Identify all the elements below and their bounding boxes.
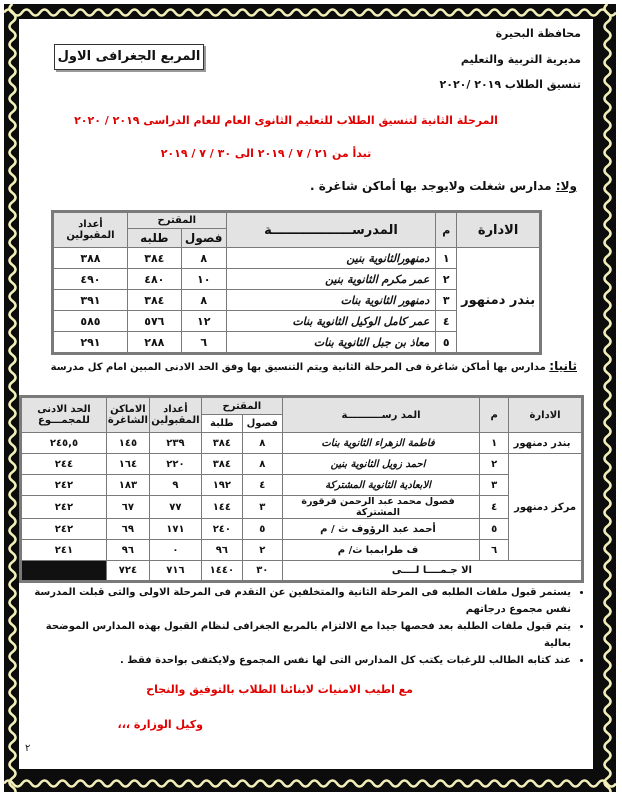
students-cell: ١٤٤ [201,496,242,519]
min-score-cell: ٢٤٥,٥ [22,433,107,454]
school-cell: فاطمة الزهراء الثانوية بنات [282,433,479,454]
full-schools-table [53,212,540,353]
table-row [54,248,540,269]
accepted-cell: ٧٧ [149,496,201,519]
table-row [22,540,582,561]
classes-cell: ٨ [242,433,282,454]
th-students: طلبه [127,229,181,248]
table-row [22,433,582,454]
vacant-cell: ٩٦ [106,540,149,561]
min-score-cell: ٢٤١ [22,540,107,561]
num-cell: ٥ [480,519,509,540]
th-min-score: الحد الادنى للمجمـــوع [22,398,107,433]
num-cell: ٣ [480,475,509,496]
accepted-cell: ٥٨٥ [54,311,128,332]
accepted-cell: ٣٨٨ [54,248,128,269]
students-cell: ٤٨٠ [127,269,181,290]
th-students: طلبة [201,415,242,433]
classes-cell: ٨ [242,454,282,475]
total-students: ١٤٤٠ [201,561,242,581]
signature: وكيل الوزارة ،،، [117,718,203,731]
th-classes: فصول [242,415,282,433]
border-wave-bottom [4,775,616,792]
accepted-cell: ٤٩٠ [54,269,128,290]
accepted-cell: ٢٩١ [54,332,128,353]
notes-list [16,584,585,669]
th-admin: الادارة [457,213,540,248]
th-proposed: المقترح [127,213,226,229]
section2-label [51,359,577,373]
students-cell: ٢٤٠ [201,519,242,540]
governorate-label: محافظة البحيرة [495,27,581,40]
section1-prefix: ولا: [555,179,577,193]
section2-prefix: ثانيا: [549,359,577,373]
th-accepted: أعداد المقبولين [149,398,201,433]
vacant-cell: ١٦٤ [106,454,149,475]
vacant-schools-table [21,397,582,581]
school-cell: الابعادية الثانوية المشتركة [282,475,479,496]
school-cell: أحمد عبد الرؤوف ث / م [282,519,479,540]
closing-wishes: مع اطيب الامنيات لابنائنا الطلاب بالتوفيق والنجاح [146,683,413,696]
vacant-cell: ١٤٥ [106,433,149,454]
th-classes: فصول [181,229,226,248]
total-row [22,561,582,581]
num-cell: ١ [480,433,509,454]
note-item: • عند كتابه الطالب للرغبات يكتب كل المدارس التى لها نفس المجموع ولايكتفى بواحدة فقط . [16,652,571,669]
th-accepted: أعداد المقبولين [54,213,128,248]
accepted-cell: ٢٣٩ [149,433,201,454]
border-wave-right [599,4,616,792]
classes-cell: ١٠ [181,269,226,290]
min-score-cell: ٢٤٤ [22,454,107,475]
table-row [22,475,582,496]
th-num: م [436,213,457,248]
dates-title: تبدأ من ٢١ / ٧ / ٢٠١٩ الى ٣٠ / ٧ / ٢٠١٩ [160,147,372,160]
coordination-label: تنسيق الطلاب ٢٠١٩ /٢٠٢٠ [439,78,581,91]
th-school: المدرســــــــــــــــــة [226,213,436,248]
table-row [22,496,582,519]
num-cell: ٥ [436,332,457,353]
students-cell: ١٩٢ [201,475,242,496]
classes-cell: ٥ [242,519,282,540]
th-admin: الادارة [509,398,582,433]
school-cell: فصول محمد عبد الرحمن قرقورة المشتركة [282,496,479,519]
total-vacant: ٧٢٤ [106,561,149,581]
num-cell: ٤ [480,496,509,519]
section1-label [310,179,577,193]
accepted-cell: ٢٢٠ [149,454,201,475]
classes-cell: ١٢ [181,311,226,332]
vacant-cell: ٦٧ [106,496,149,519]
th-proposed: المقترح [201,398,282,415]
accepted-cell: ٩ [149,475,201,496]
school-cell: احمد زويل الثانوية بنين [282,454,479,475]
classes-cell: ٦ [181,332,226,353]
total-accepted: ٧١٦ [149,561,201,581]
th-school: المد رســــــــــة [282,398,479,433]
th-num: م [480,398,509,433]
classes-cell: ٨ [181,248,226,269]
accepted-cell: ٠ [149,540,201,561]
note-item: • يتم قبول ملفات الطلبة بعد فحصها جيدا مع الالتزام بالمربع الجغرافى لنظام القبول بهذه المدارس الموضحة بعالية [16,618,571,652]
num-cell: ٢ [436,269,457,290]
min-score-cell: ٢٤٢ [22,496,107,519]
num-cell: ٣ [436,290,457,311]
table-row [22,454,582,475]
vacant-cell: ١٨٣ [106,475,149,496]
num-cell: ٢ [480,454,509,475]
document-page [21,21,591,767]
page-number: ٢ [25,743,31,754]
students-cell: ٣٨٤ [201,433,242,454]
num-cell: ١ [436,248,457,269]
accepted-cell: ١٧١ [149,519,201,540]
note-item: • يستمر قبول ملفات الطلبه فى المرحلة الثانية والمتخلفين عن التقدم فى المرحلة الاولى والتى قبلت المدرسة نفس مجموع درجاتهم [16,584,571,618]
accepted-cell: ٣٩١ [54,290,128,311]
school-cell: دمنهورالثانوية بنين [226,248,436,269]
students-cell: ٣٨٤ [127,290,181,311]
classes-cell: ٤ [242,475,282,496]
school-cell: عمر مكرم الثانوية بنين [226,269,436,290]
num-cell: ٦ [480,540,509,561]
main-title: المرحلة الثانية لتنسيق الطلاب للتعليم الثانوى العام للعام الدراسى ٢٠١٩ / ٢٠٢٠ [74,114,498,127]
vacant-cell: ٦٩ [106,519,149,540]
students-cell: ٣٨٤ [201,454,242,475]
section2-text: مدارس بها أماكن شاغرة فى المرحلة الثانية ويتم التنسيق بها وفق الحد الادنى المبين امام كل مدرسة [50,362,550,373]
students-cell: ٩٦ [201,540,242,561]
school-cell: دمنهور الثانوية بنات [226,290,436,311]
students-cell: ٥٧٦ [127,311,181,332]
geographic-box-title: المربع الجغرافى الاول [54,44,204,70]
students-cell: ٢٨٨ [127,332,181,353]
school-cell: عمر كامل الوكيل الثانوية بنات [226,311,436,332]
min-score-cell: ٢٤٢ [22,519,107,540]
th-vacant: الاماكن الشاغرة [106,398,149,433]
classes-cell: ٣ [242,496,282,519]
min-score-cell: ٢٤٢ [22,475,107,496]
table-row [22,519,582,540]
total-min-score-blank [22,561,107,581]
school-cell: ف طرابمبا ث/ م [282,540,479,561]
admin-cell: بندر دمنهور [457,248,540,353]
admin-cell: بندر دمنهور [509,433,582,454]
admin-cell: مركز دمنهور [509,454,582,561]
section1-text: مدارس شغلت ولايوجد بها أماكن شاغرة . [310,179,556,193]
school-cell: معاذ بن جبل الثانوية بنات [226,332,436,353]
directorate-label: مديرية التربية والتعليم [460,53,581,66]
classes-cell: ٢ [242,540,282,561]
students-cell: ٣٨٤ [127,248,181,269]
total-label: الا جـمــــا لــــى [282,561,581,581]
classes-cell: ٨ [181,290,226,311]
num-cell: ٤ [436,311,457,332]
total-classes: ٣٠ [242,561,282,581]
